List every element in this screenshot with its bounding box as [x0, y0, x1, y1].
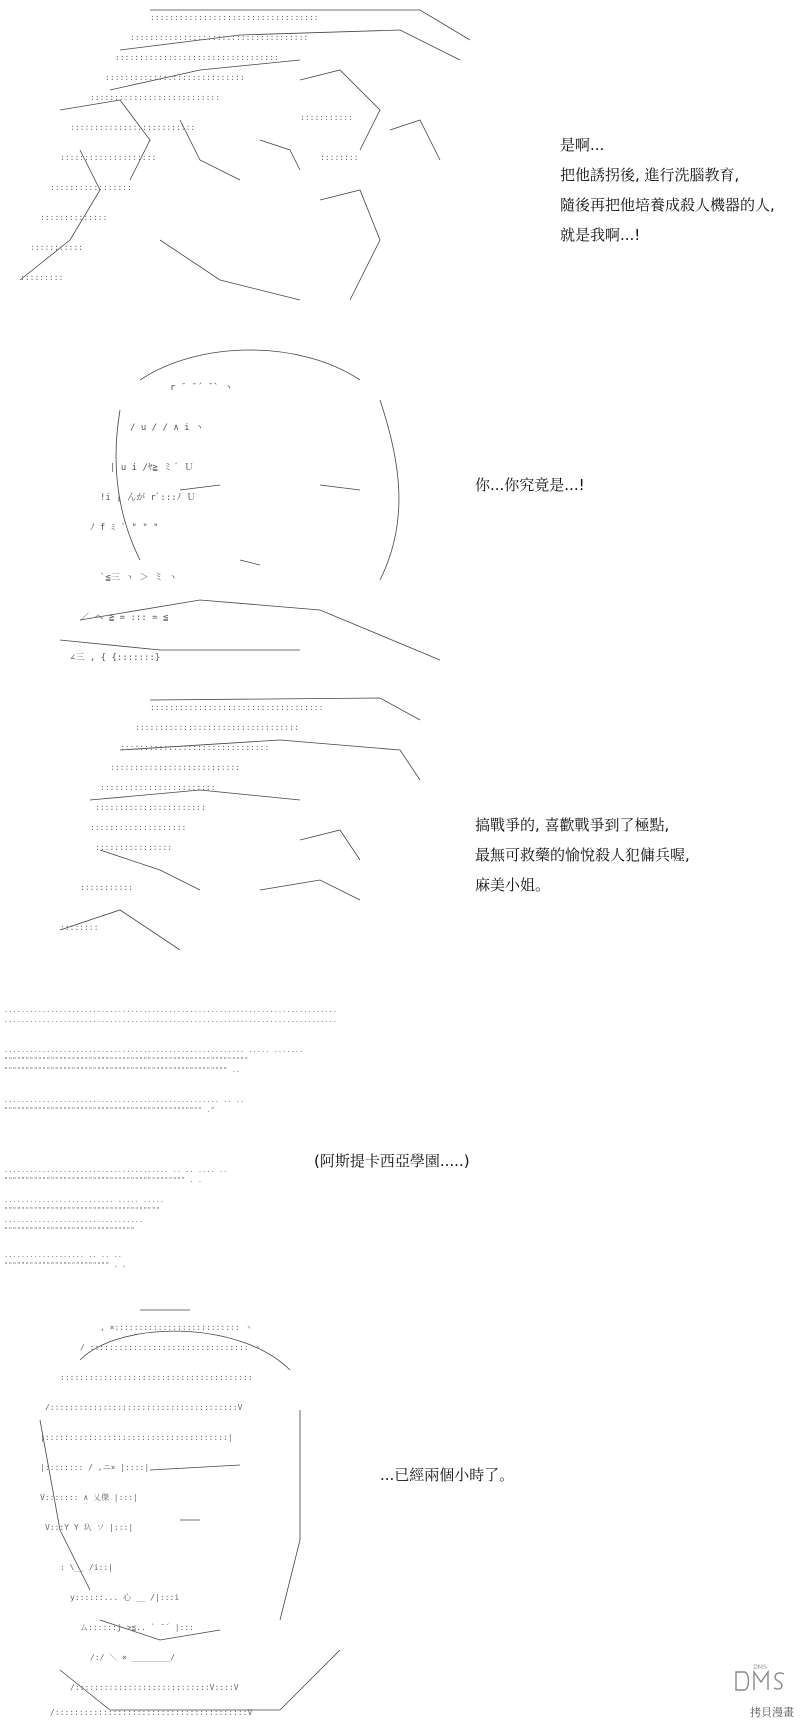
svg-text:: \__ /i::|: : \__ /i::|	[60, 1563, 113, 1572]
svg-text:y::::::... 心 __ /|:::i: y::::::... 心 __ /|:::i	[70, 1593, 180, 1602]
svg-text:::::::::::::::::::::::::::::::: ::::::::::::::::::::::::::::::::::::	[150, 703, 324, 712]
panel-3	[0, 690, 800, 980]
svg-text:..............................: ...............................................................................	[4, 1006, 337, 1014]
svg-text:r ˉ ̄ ´ ̄ ` ヽ: r ˉ ̄ ´ ̄ ` ヽ	[170, 383, 234, 393]
svg-text:::::::::::::::::::::::::::::::: :::::::::::::::::::::::::::::::::::::	[130, 33, 309, 42]
svg-text:::::::::::::::::::::: ::::::::::::::::::::	[90, 823, 187, 832]
dialogue-2	[475, 470, 585, 500]
svg-text:::::::::::::::::::::::::::::::: :::::::::::::::::::::::::::::::::::	[150, 13, 319, 22]
svg-text:!i | んが rﾞ:::ﾉ Ｕ: !i | んが rﾞ:::ﾉ Ｕ	[100, 493, 196, 503]
svg-text:ﾉ f ﾐ ` " " ": ﾉ f ﾐ ` " " "	[90, 523, 159, 533]
svg-text:/:/ ＼ × ________/: /:/ ＼ × ________/	[90, 1653, 176, 1662]
svg-text::::::::::::::::::::::::::::: :::::::::::::::::::::::::::	[110, 763, 241, 772]
svg-text:/:::::::::::::::::::::::::::::: /:::::::::::::::::::::::::::::::::::::::V	[45, 1403, 243, 1412]
svg-text:"""""""""""""""""""""""""""""": """"""""""""""""""""""""""""""""""""""""""""""" ."	[4, 1106, 215, 1114]
panel-4	[0, 990, 800, 1280]
svg-text:::::::::::::::: ::::::::::::::	[40, 213, 108, 222]
dialogue-line: 隨後再把他培養成殺人機器的人,	[560, 196, 775, 214]
dialogue-line: 搞戰爭的, 喜歡戰爭到了極點,	[475, 816, 670, 834]
svg-text::::::::::::: :::::::::::	[300, 113, 353, 122]
svg-text::::::::::::::::::: :::::::::::::::::	[50, 183, 132, 192]
svg-text:::::::::: ::::::::	[60, 923, 99, 932]
watermark	[724, 1660, 794, 1720]
dialogue-5	[380, 1460, 514, 1490]
svg-text::::::::::::::::::::::::::::::: :::::::::::::::::::::::::::::	[105, 73, 245, 82]
panel-1	[0, 0, 800, 320]
dialogue-line: 最無可救藥的愉悅殺人犯傭兵喔,	[475, 846, 690, 864]
svg-text:..............................: ...............................................................................	[4, 1016, 337, 1024]
svg-text:ム::::::j >≦.. ` ̄ ´ |:::: ム::::::j >≦.. ` ̄ ´ |:::	[80, 1623, 194, 1632]
svg-text:................... .. .. ..: ................... .. .. ..	[4, 1251, 123, 1259]
svg-text::::::::::: :::::::::	[20, 273, 64, 282]
ascii-art-character-3	[0, 690, 460, 980]
svg-text::::::::::::: :::::::::::	[80, 883, 133, 892]
svg-text:::::::::::::::::::::::::: ::::::::::::::::::::::::	[100, 783, 216, 792]
svg-text:∠三 , { {:::::::}: ∠三 , { {:::::::}	[70, 653, 161, 663]
watermark-text: 拷貝漫畫	[750, 1706, 794, 1719]
svg-text:::::::::::::::::: ::::::::::::::::	[95, 843, 173, 852]
dialogue-3	[475, 810, 690, 900]
svg-text:::::::::::::::::::::::::::::::: ::::::::::::::::::::::::::::::::::	[135, 723, 299, 732]
svg-text:::::::::: ::::::::	[320, 153, 359, 162]
svg-text:::::::::::::::::::::::::::::::: ::::::::::::::::::::::::::::::::::::::::	[60, 1373, 253, 1382]
svg-text:::::::::::::::::::::::::::::::: :::::::::::::::::::::::::::::::	[120, 743, 270, 752]
svg-text:""""""""""""""""""""""""" . .: """"""""""""""""""""""""" . .	[4, 1261, 127, 1269]
ascii-art-character-2	[0, 320, 460, 680]
svg-text:"""""""""""""""""""""""""""""": """"""""""""""""""""""""""""""""""""""""""""""""""""""""""	[4, 1056, 249, 1064]
svg-text:..............................: ......................................................... ..... .......	[4, 1046, 304, 1054]
svg-text::::::::::::: :::::::::::	[30, 243, 83, 252]
svg-text:::::::::::::::::::::::::::: ::::::::::::::::::::::::::	[70, 123, 196, 132]
svg-text:.......................... ...: .......................... ..... .....	[4, 1196, 165, 1204]
dms-logo-icon	[730, 1660, 790, 1700]
dotted-background	[4, 1002, 384, 1282]
svg-text:"""""""""""""""""""""""""""""": """""""""""""""""""""""""""""""	[4, 1226, 135, 1234]
dialogue-1	[560, 130, 775, 250]
svg-text:::::::::::::::::::::: ::::::::::::::::::::	[60, 153, 157, 162]
svg-text:::::::::::::::::::::::::::::::: ::::::::::::::::::::::::::::::::::	[115, 53, 279, 62]
ascii-art-character-4	[0, 1290, 380, 1720]
svg-text:V::::::: ∧ 乂傑 |:::|: V::::::: ∧ 乂傑 |:::|	[40, 1493, 138, 1502]
svg-text:..............................: ................................................... .. ..	[4, 1096, 245, 1104]
svg-text:, ×::::::::::::::::::::::::::: , ×:::::::::::::::::::::::::: ヽ	[100, 1323, 253, 1332]
svg-text:..............................: ....................................... .. .. .... ..	[4, 1166, 228, 1174]
svg-text:DMS: DMS	[753, 1664, 767, 1671]
dialogue-line: 就是我啊...!	[560, 226, 641, 244]
svg-text:/ ::::::::::::::::::::::::::::: / ::::::::::::::::::::::::::::::::: ヽ	[80, 1343, 262, 1352]
svg-text::::::::::::::::::::::::::::: :::::::::::::::::::::::::::	[90, 93, 221, 102]
panel-2	[0, 320, 800, 680]
dialogue-line: 把他誘拐後, 進行洗腦教育,	[560, 166, 740, 184]
svg-text:|:::::::: / ,ニ× |:::: |:::::::: / ,ニ× |::::|	[40, 1463, 150, 1472]
dialogue-line: ...已經兩個小時了。	[380, 1466, 515, 1484]
svg-text:|:::::::::::::::::::::::::::::: |::::::::::::::::::::::::::::::::::::::|	[40, 1433, 233, 1442]
svg-text:/:::::::::::::::::::::::::::::: /::::::::::::::::::::::::::::::::::::::::V	[50, 1708, 253, 1717]
svg-text:| u i /ﾔ≧ ミ ﾞ Ｕ: | u i /ﾔ≧ ミ ﾞ Ｕ	[110, 463, 194, 473]
svg-text:"""""""""""""""""""""""""""""": """"""""""""""""""""""""""""""""""""""""""""""""""""" ..	[4, 1066, 241, 1074]
svg-text:/::::::::::::::::::::::::::::V: /::::::::::::::::::::::::::::V::::V	[70, 1683, 239, 1692]
svg-text:/ u / / ∧ i ヽ: / u / / ∧ i ヽ	[130, 423, 205, 433]
panel-5	[0, 1290, 800, 1724]
dialogue-line: 麻美小姐。	[475, 876, 551, 894]
svg-text:"""""""""""""""""""""""""""""": """"""""""""""""""""""""""""""""""""""""""" . .	[4, 1176, 203, 1184]
svg-text::::::::::::::::::::::::: :::::::::::::::::::::::	[95, 803, 206, 812]
svg-text:..............................: .................................	[4, 1216, 144, 1224]
svg-text:／ ヘ ≧ = ::: = ≦: ／ ヘ ≧ = ::: = ≦	[80, 613, 169, 623]
location-caption: (阿斯提卡西亞學園.....)	[314, 1152, 470, 1170]
svg-text:V:::Y Y 圦 ソ |:::|: V:::Y Y 圦 ソ |:::|	[45, 1523, 134, 1532]
svg-text:`≦三 ヽ ＞ ミ ヽ: `≦三 ヽ ＞ ミ ヽ	[100, 573, 178, 583]
dialogue-line: 你...你究竟是...!	[475, 476, 585, 494]
svg-text:"""""""""""""""""""""""""""""": """""""""""""""""""""""""""""""""""""	[4, 1206, 160, 1214]
dialogue-line: 是啊...	[560, 136, 605, 154]
ascii-art-character-1	[0, 0, 520, 320]
